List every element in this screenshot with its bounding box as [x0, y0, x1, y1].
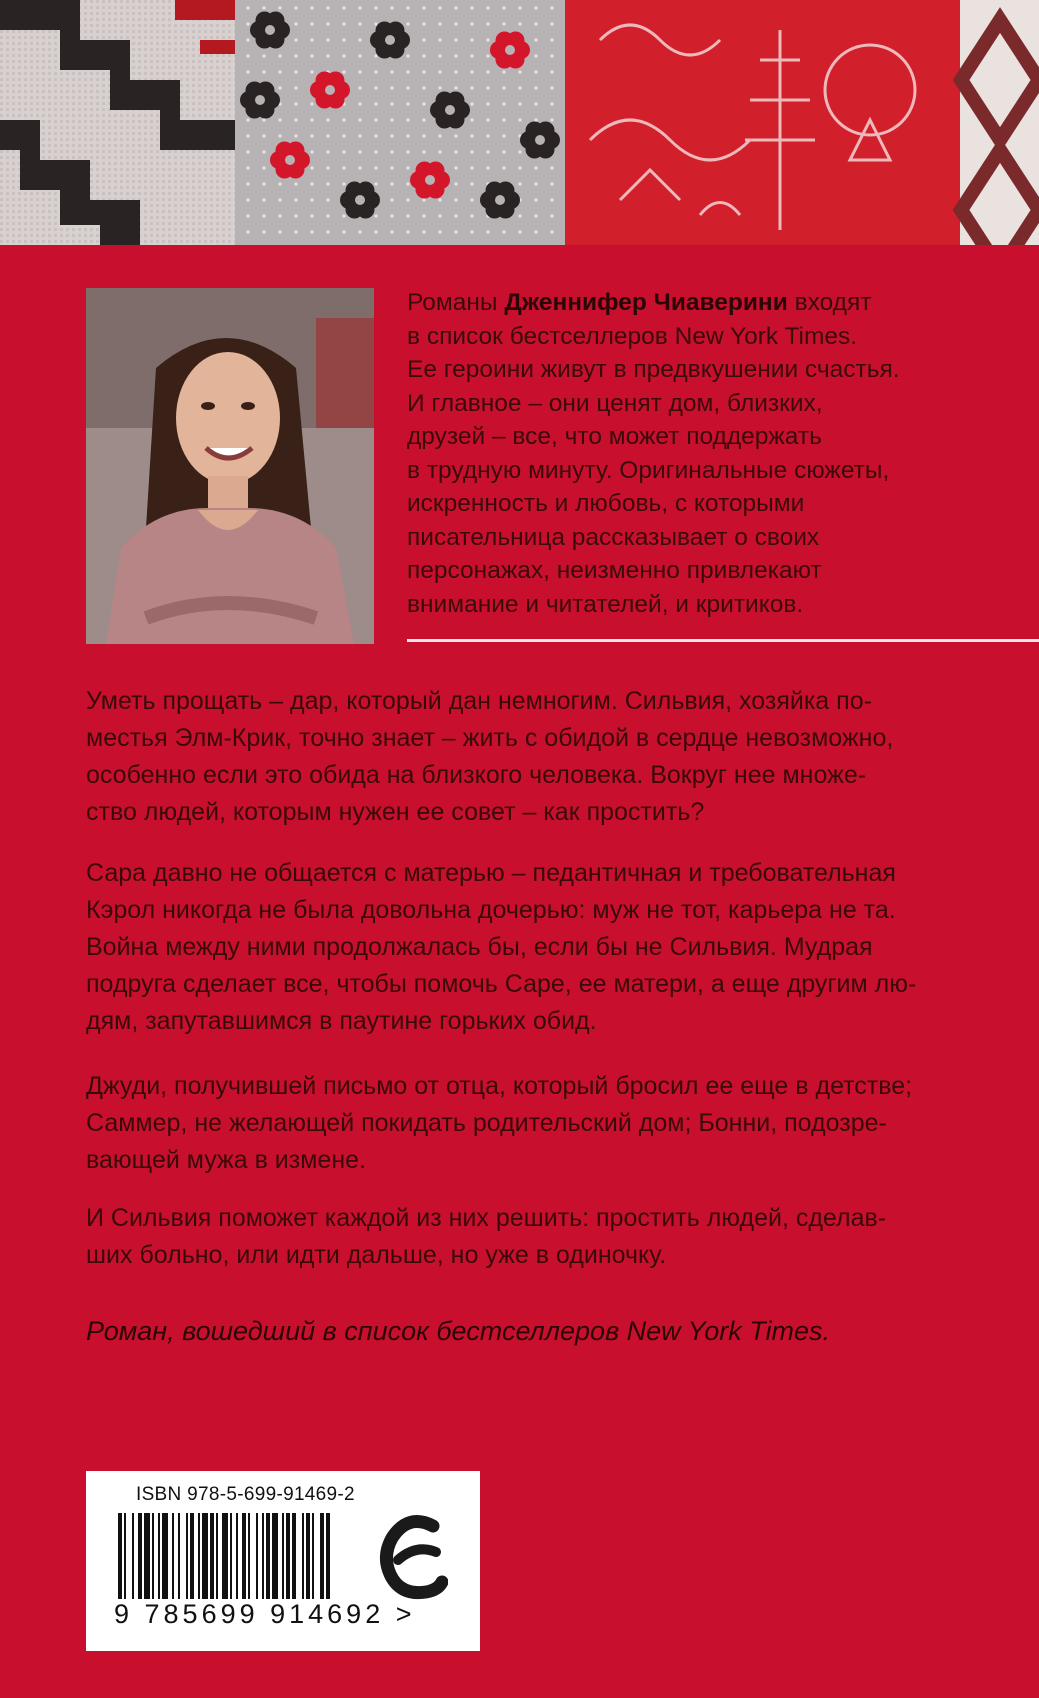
para-line: Война между ними продолжалась бы, если бы не Сильвия. Мудрая [86, 933, 873, 961]
blurb-line: Ее героини живут в предвкушении счастья. [407, 356, 900, 383]
author-name: Дженнифер Чиаверини [504, 289, 788, 316]
para-line: Кэрол никогда не была довольна дочерью: муж не тот, карьера не та. [86, 896, 896, 924]
blurb-line: искренность и любовь, с которыми [407, 490, 805, 517]
para-line: И Сильвия поможет каждой из них решить: простить людей, сделав- [86, 1204, 887, 1232]
blurb-prefix: Романы [407, 289, 505, 316]
blurb-line: И главное – они ценят дом, близких, [407, 389, 823, 417]
para-line: особенно если это обида на близкого человека. Вокруг нее множе- [86, 761, 867, 789]
section-divider [407, 639, 1039, 642]
description-paragraph-1 [86, 683, 986, 831]
publisher-e-logo [378, 1508, 448, 1608]
blurb-line: персонажах, неизменно привлекают [407, 557, 822, 584]
para-line: Сара давно не общается с матерью – педантичная и требовательная [86, 859, 896, 887]
quilt-pattern-banner [0, 0, 1039, 245]
para-line: местья Элм-Крик, точно знает – жить с обидой в сердце невозможно, [86, 724, 894, 752]
blurb-line: в список бестселлеров New York Times. [407, 322, 858, 350]
para-line: Уметь прощать – дар, который дан немногим. Сильвия, хозяйка по- [86, 687, 872, 715]
description-paragraph-3 [86, 1068, 986, 1179]
blurb-line: внимание и читателей, и критиков. [407, 590, 804, 618]
para-line: Саммер, не желающей покидать родительский дом; Бонни, подозре- [86, 1109, 887, 1137]
para-line: вающей мужа в измене. [86, 1146, 366, 1174]
author-portrait [86, 288, 374, 644]
para-line: подруга сделает все, чтобы помочь Саре, ее матери, а еще другим лю- [86, 970, 917, 998]
barcode-digits: 9 785699 914692 > [114, 1599, 416, 1629]
author-blurb [407, 286, 1007, 621]
para-line: Джуди, получившей письмо от отца, который бросил ее еще в детстве; [86, 1072, 913, 1100]
blurb-line: друзей – все, что может поддержать [407, 423, 822, 450]
blurb-line: в трудную минуту. Оригинальные сюжеты, [407, 456, 890, 484]
blurb-line: писательница рассказывает о своих [407, 523, 820, 551]
blurb-line1-end: входят [787, 289, 872, 316]
description-paragraph-2 [86, 855, 986, 1040]
description-paragraph-4 [86, 1200, 986, 1274]
isbn-text: ISBN 978-5-699-91469-2 [136, 1484, 355, 1505]
para-line: дям, запутавшимся в паутине горьких обид. [86, 1007, 597, 1035]
bestseller-tagline: Роман, вошедший в список бестселлеров New York Times. [86, 1316, 830, 1346]
para-line: ство людей, которым нужен ее совет – как простить? [86, 798, 705, 826]
para-line: ших больно, или идти дальше, но уже в одиночку. [86, 1241, 667, 1269]
